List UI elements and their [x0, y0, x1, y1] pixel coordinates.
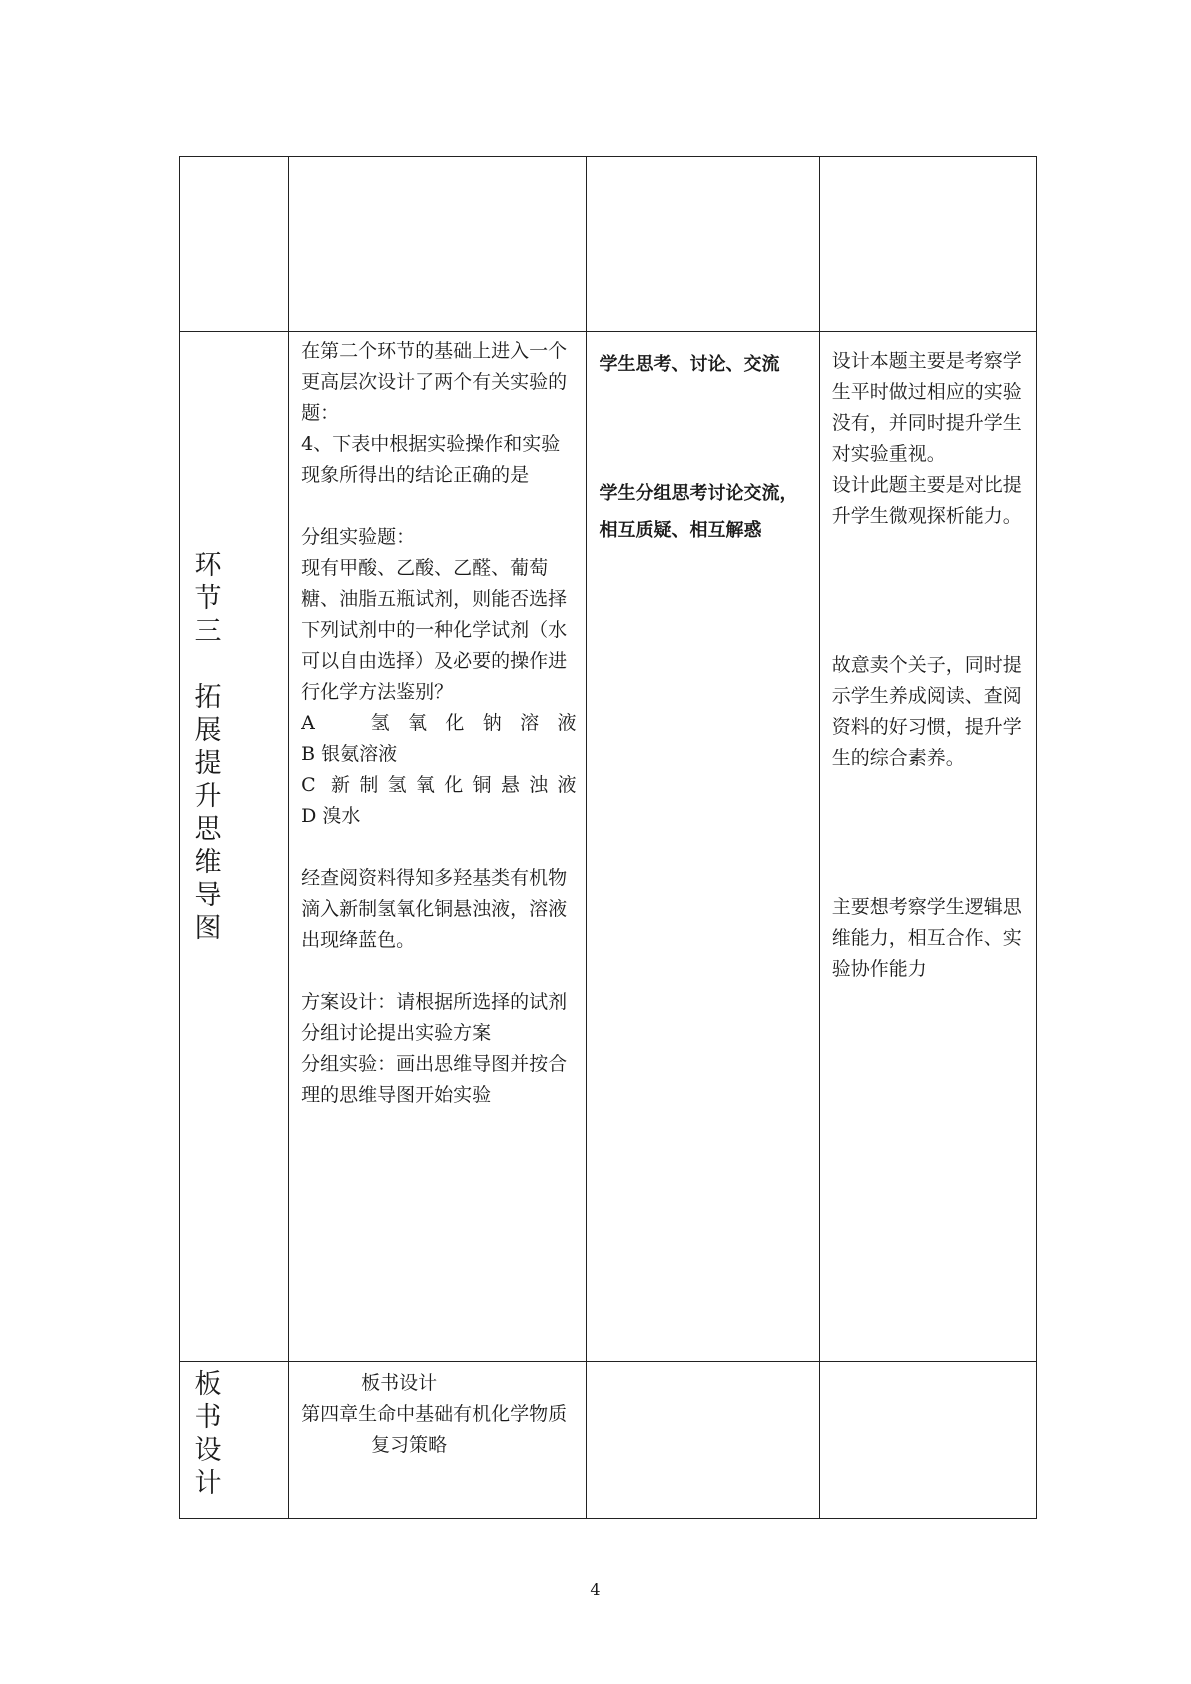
content-paragraph: 分组实验题：	[301, 526, 416, 548]
stage3-label-second: 拓展提升思维导图	[194, 682, 222, 944]
content-paragraph: 分组实验：画出思维导图并按合理的思维导图开始实验	[301, 1053, 568, 1106]
blank-cell	[180, 157, 289, 332]
option-b: B 银氨溶液	[301, 743, 398, 765]
blank-cell	[819, 157, 1036, 332]
stage3-label-cell	[180, 332, 289, 1362]
blank-cell	[587, 157, 819, 332]
intent-text: 主要想考察学生逻辑思维能力，相互合作、实验协作能力	[831, 896, 1022, 980]
blank-cell	[289, 157, 587, 332]
stage3-label	[193, 332, 223, 945]
board-line: 第四章生命中基础有机化学物质	[301, 1403, 568, 1425]
content-paragraph: 现有甲酸、乙酸、乙醛、葡萄糖、油脂五瓶试剂，则能否选择下列试剂中的一种化学试剂（水可以自由选择）及必要的操作进行化学方法鉴别？	[301, 557, 568, 703]
blank-cell	[819, 1362, 1036, 1519]
table-row-board	[180, 1362, 1037, 1519]
content-paragraph: 4、下表中根据实验操作和实验现象所得出的结论正确的是	[301, 433, 561, 486]
blank-cell	[587, 1362, 819, 1519]
board-title: 板书设计	[361, 1372, 438, 1394]
table-row-blank	[180, 157, 1037, 332]
option-d: D 溴水	[301, 805, 361, 827]
activity-text: 学生思考、讨论、交流	[599, 354, 780, 375]
table-row-stage3	[180, 332, 1037, 1362]
content-paragraph: 在第二个环节的基础上进入一个更高层次设计了两个有关实验的题：	[301, 340, 568, 424]
option-a: A 氢氧化钠溶液	[301, 712, 577, 734]
stage3-intent-cell	[819, 332, 1036, 1362]
stage3-label-first: 环节三	[194, 550, 222, 647]
stage3-activity-cell	[587, 332, 819, 1362]
intent-text: 设计此题主要是对比提升学生微观探析能力。	[831, 474, 1022, 527]
option-c: C 新制氢氧化铜悬浊液	[301, 774, 577, 796]
board-label-cell	[180, 1362, 289, 1519]
stage3-content-cell	[289, 332, 587, 1362]
content-paragraph: 方案设计：请根据所选择的试剂分组讨论提出实验方案	[301, 991, 568, 1044]
activity-text: 学生分组思考讨论交流，相互质疑、相互解惑	[599, 483, 798, 541]
content-paragraph: 经查阅资料得知多羟基类有机物滴入新制氢氧化铜悬浊液，溶液出现绛蓝色。	[301, 867, 568, 951]
intent-text: 故意卖个关子，同时提示学生养成阅读、查阅资料的好习惯，提升学生的综合素养。	[831, 654, 1022, 769]
board-content-cell	[289, 1362, 587, 1519]
board-line: 复习策略	[371, 1434, 448, 1456]
intent-text: 设计本题主要是考察学生平时做过相应的实验没有，并同时提升学生对实验重视。	[831, 350, 1022, 465]
page-number: 4	[590, 1580, 601, 1599]
lesson-plan-table	[179, 156, 1037, 1519]
board-label: 板书设计	[194, 1369, 222, 1499]
